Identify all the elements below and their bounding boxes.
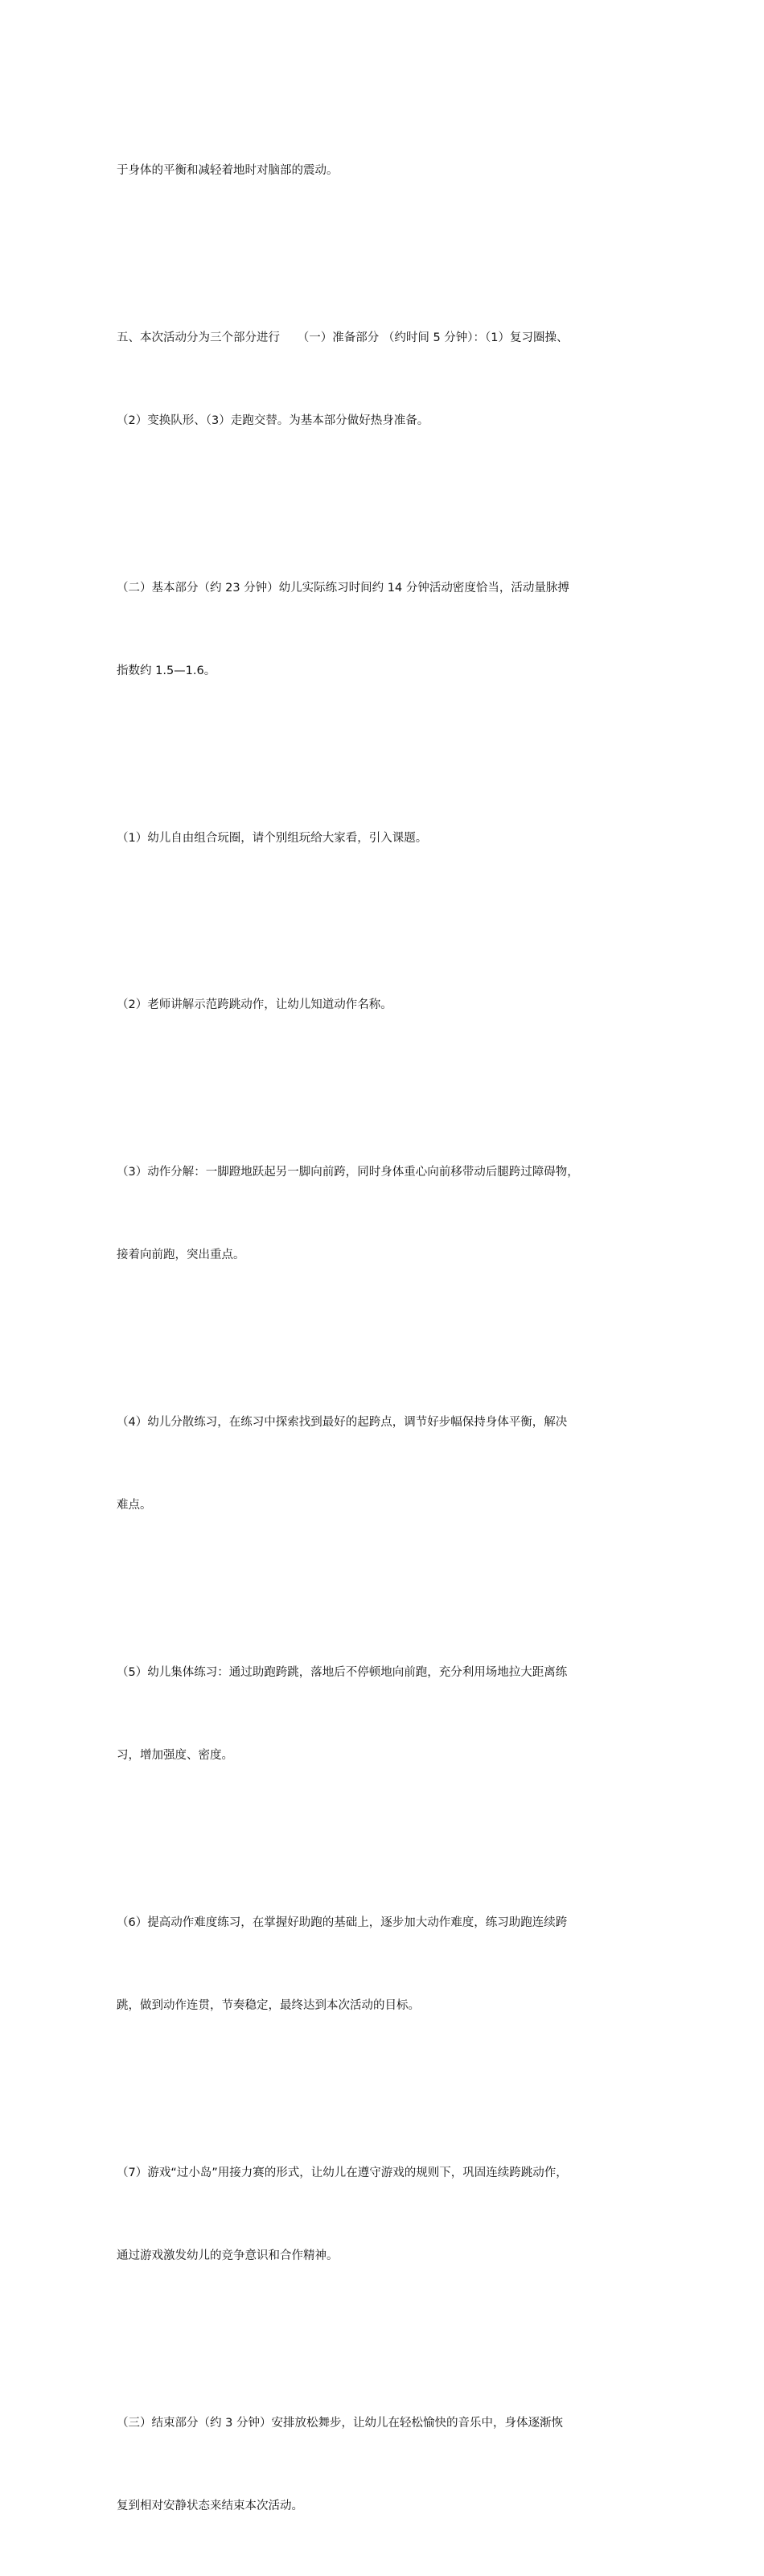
text-line: 指数约 1.5—1.6。 bbox=[117, 665, 216, 677]
text-line: （2）变换队形、（3）走跑交替。为基本部分做好热身准备。 bbox=[117, 414, 429, 427]
text-line: （4）幼儿分散练习，在练习中探索找到最好的起跨点，调节好步幅保持身体平衡，解决 bbox=[117, 1415, 568, 1429]
paragraph-step-2 bbox=[117, 936, 663, 1075]
text-line: 复到相对安静状态来结束本次活动。 bbox=[117, 2500, 303, 2512]
text-line: 接着向前跑，突出重点。 bbox=[117, 1249, 245, 1261]
text-line: 习，增加强度、密度。 bbox=[117, 1749, 233, 1762]
text-line: 跳，做到动作连贯，节奏稳定，最终达到本次活动的目标。 bbox=[117, 1999, 420, 2012]
text-line: （5）幼儿集体练习：通过助跑跨跳，落地后不停顿地向前跑，充分利用场地拉大距离练 bbox=[117, 1665, 568, 1679]
text-line: 难点。 bbox=[117, 1499, 152, 1512]
text-line: （7）游戏“过小岛”用接力赛的形式，让幼儿在遵守游戏的规则下，巩固连续跨跳动作， bbox=[117, 2166, 568, 2179]
document-page bbox=[117, 101, 663, 2576]
text-line: （三）结束部分（约 3 分钟）安排放松舞步，让幼儿在轻松愉快的音乐中，身体逐渐恢 bbox=[117, 2416, 563, 2430]
paragraph-step-3 bbox=[117, 1103, 663, 1325]
paragraph-basic-part bbox=[117, 519, 663, 741]
text-line: （1）幼儿自由组合玩圈，请个别组玩给大家看，引入课题。 bbox=[117, 831, 428, 845]
paragraph-step-4 bbox=[117, 1353, 663, 1575]
paragraph-ending-part bbox=[117, 2354, 663, 2576]
paragraph-balance-note bbox=[117, 101, 663, 241]
text-line: 于身体的平衡和减轻着地时对脑部的震动。 bbox=[117, 164, 339, 177]
text-line: （3）动作分解：一脚蹬地跃起另一脚向前跨，同时身体重心向前移带动后腿跨过障碍物， bbox=[117, 1165, 579, 1179]
text-line: 五、本次活动分为三个部分进行 （一）准备部分 （约时间 5 分钟）：（1）复习圈操、 bbox=[117, 331, 569, 344]
paragraph-activity-parts bbox=[117, 269, 663, 491]
text-line: （6）提高动作难度练习，在掌握好助跑的基础上，逐步加大动作难度，练习助跑连续跨 bbox=[117, 1916, 568, 1929]
text-line: （2）老师讲解示范跨跳动作，让幼儿知道动作名称。 bbox=[117, 998, 392, 1011]
paragraph-step-6 bbox=[117, 1854, 663, 2076]
text-line: 通过游戏激发幼儿的竞争意识和合作精神。 bbox=[117, 2249, 339, 2262]
paragraph-step-1 bbox=[117, 769, 663, 908]
paragraph-step-7 bbox=[117, 2104, 663, 2326]
text-line: （二）基本部分（约 23 分钟）幼儿实际练习时间约 14 分钟活动密度恰当，活动量脉搏 bbox=[117, 581, 569, 595]
paragraph-step-5 bbox=[117, 1603, 663, 1825]
